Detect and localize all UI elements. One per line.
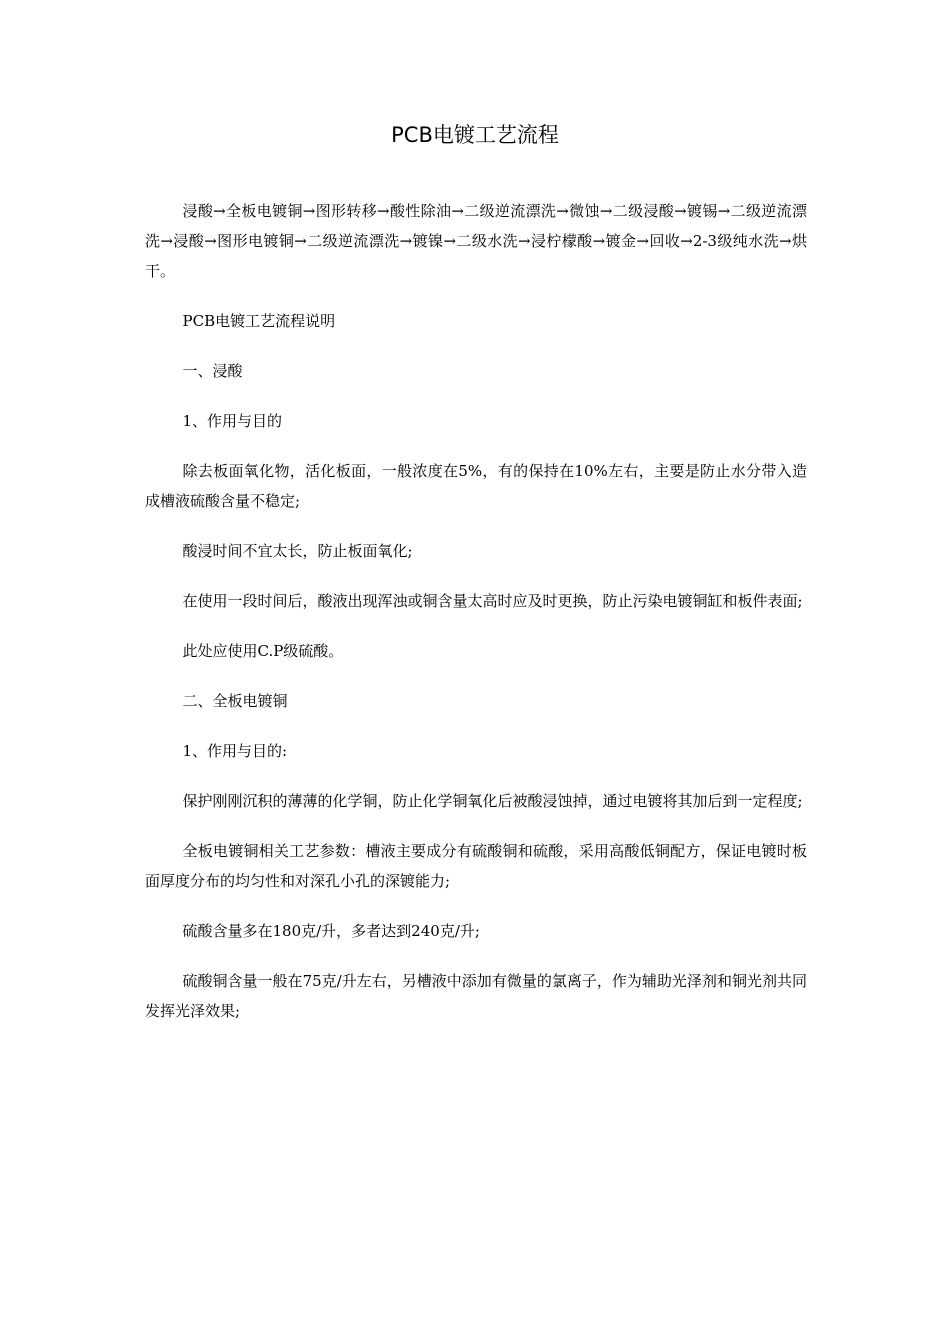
section-caption: PCB电镀工艺流程说明	[182, 312, 336, 330]
document-body	[145, 196, 807, 1046]
body-paragraph: 全板电镀铜相关工艺参数：槽液主要成分有硫酸铜和硫酸，采用高酸低铜配方，保证电镀时板面厚度分布的均匀性和对深孔小孔的深镀能力;	[145, 842, 807, 890]
document-title: PCB电镀工艺流程	[391, 123, 559, 147]
section-heading-1: 一、浸酸	[182, 362, 243, 380]
body-paragraph: 除去板面氧化物，活化板面，一般浓度在5%，有的保持在10%左右，主要是防止水分带入造成槽液硫酸含量不稳定;	[145, 462, 807, 510]
body-paragraph: 此处应使用C.P级硫酸。	[182, 642, 344, 660]
body-paragraph: 在使用一段时间后，酸液出现浑浊或铜含量太高时应及时更换，防止污染电镀铜缸和板件表面;	[182, 592, 803, 610]
process-flow-paragraph: 浸酸→全板电镀铜→图形转移→酸性除油→二级逆流漂洗→微蚀→二级浸酸→镀锡→二级逆流漂洗→浸酸→图形电镀铜→二级逆流漂洗→镀镍→二级水洗→浸柠檬酸→镀金→回收→2-3级纯水洗→烘干。	[145, 202, 807, 280]
subsection-heading: 1、作用与目的	[182, 412, 283, 430]
section-heading-2: 二、全板电镀铜	[182, 692, 288, 710]
body-paragraph: 保护刚刚沉积的薄薄的化学铜，防止化学铜氧化后被酸浸蚀掉，通过电镀将其加后到一定程度;	[182, 792, 803, 810]
subsection-heading: 1、作用与目的:	[182, 742, 288, 760]
body-paragraph: 酸浸时间不宜太长，防止板面氧化;	[182, 542, 413, 560]
body-paragraph: 硫酸铜含量一般在75克/升左右，另槽液中添加有微量的氯离子，作为辅助光泽剂和铜光剂共同发挥光泽效果;	[145, 972, 807, 1020]
body-paragraph: 硫酸含量多在180克/升，多者达到240克/升;	[182, 922, 480, 940]
